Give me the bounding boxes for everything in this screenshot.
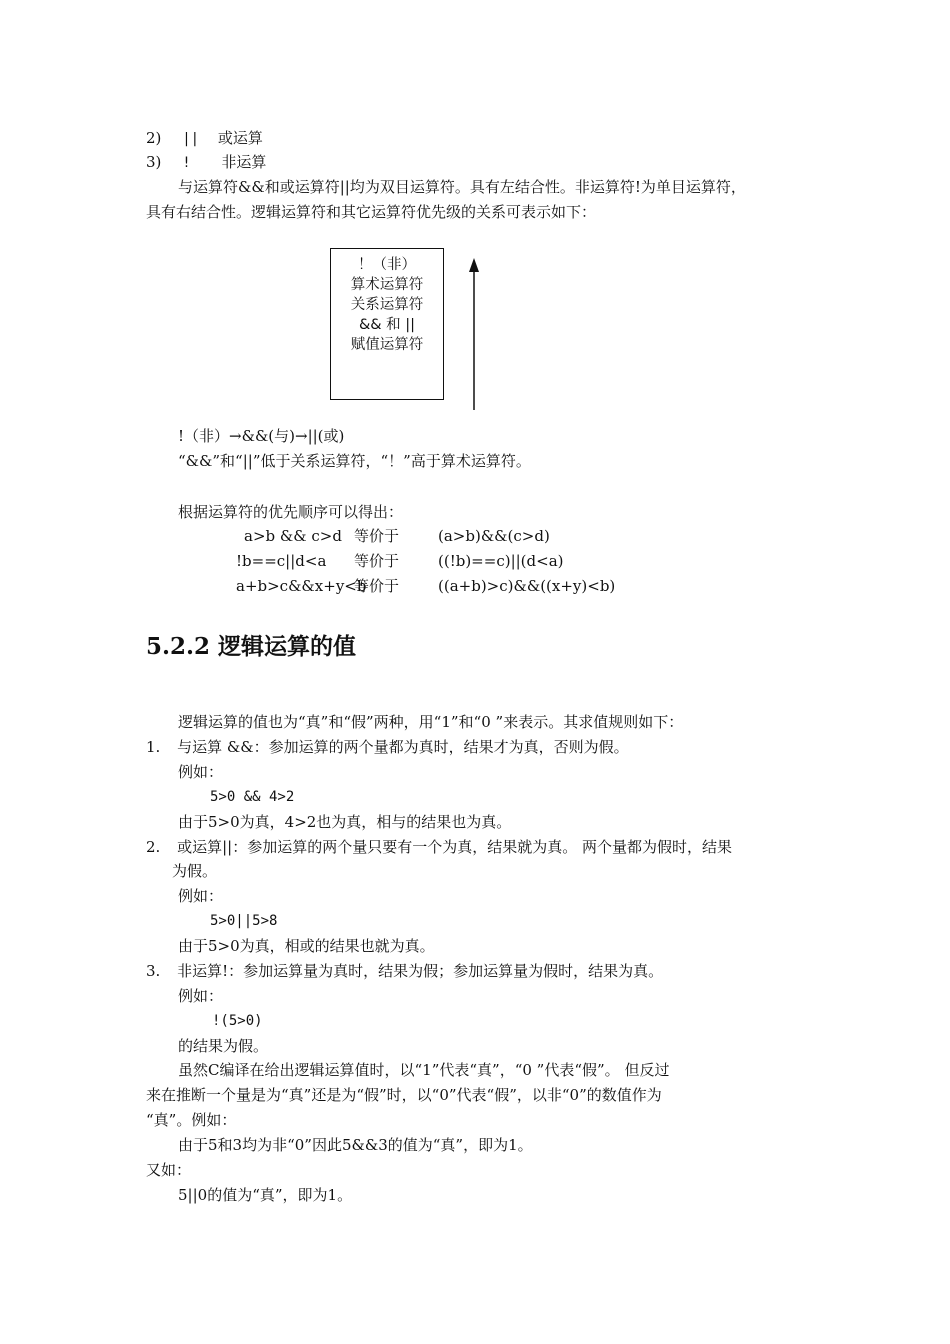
example-label: 例如： [178,887,224,905]
equivalence-result: ((!b)==c)||(d<a) [438,552,564,570]
also-label: 又如： [146,1161,192,1179]
c-note-line-2: 来在推断一个量是为“真”还是为“假”时，以“0”代表“假”，以非“0”的数值作为 [146,1086,662,1104]
equivalence-label: 等价于 [354,527,400,545]
example-expression: 5>0 && 4>2 [210,789,295,805]
equivalence-result: (a>b)&&(c>d) [438,527,550,545]
equivalence-label: 等价于 [354,577,400,595]
precedence-box [330,248,444,400]
rule-text: 非运算!：参加运算量为真时，结果为假；参加运算量为假时，结果为真。 [177,962,664,980]
list-text: 或运算 [217,129,263,147]
example-or: 5||0的值为“真”，即为1。 [178,1186,353,1204]
list-item-3 [146,152,266,173]
equivalence-expr: a>b && c>d [244,527,342,545]
box-line-not: ！（非） [358,257,416,273]
values-intro: 逻辑运算的值也为“真”和“假”两种，用“1”和“0 ”来表示。其求值规则如下： [178,713,684,731]
equivalence-label: 等价于 [354,552,400,570]
rule-text-continued: 为假。 [172,862,218,880]
rule-2 [146,837,732,857]
example-label: 例如： [178,763,224,781]
list-item-2 [146,128,263,149]
c-note-line-3: “真”。例如： [146,1111,237,1129]
c-note-line-1: 虽然C编译在给出逻辑运算值时，以“1”代表“真”，“0 ”代表“假”。 但反过 [178,1061,670,1079]
rule-number: 3. [146,962,161,980]
rule-number: 2. [146,838,161,856]
derive-intro: 根据运算符的优先顺序可以得出： [178,503,404,521]
equivalence-expr: a+b>c&&x+y<b [236,577,367,595]
example-explanation: 的结果为假。 [178,1037,269,1055]
box-line-assignment: 赋值运算符 [350,337,424,353]
example-expression: 5>0||5>8 [210,913,278,929]
box-line-relational: 关系运算符 [350,297,424,313]
list-number: 2) [146,129,162,147]
example-label: 例如： [178,987,224,1005]
rule-1 [146,737,629,757]
operator-symbol: ! [182,155,191,171]
intro-paragraph-line-2: 具有右结合性。逻辑运算符和其它运算符优先级的关系可表示如下： [146,203,597,221]
rule-text: 与运算 &&：参加运算的两个量都为真时，结果才为真，否则为假。 [177,738,629,756]
example-explanation: 由于5>0为真，相或的结果也就为真。 [178,937,435,955]
intro-paragraph-line-1: 与运算符&&和或运算符||均为双目运算符。具有左结合性。非运算符!为单目运算符， [178,178,746,196]
example-and: 由于5和3均为非“0”因此5&&3的值为“真”，即为1。 [178,1136,533,1154]
list-number: 3) [146,153,162,171]
section-title: 5.2.2 逻辑运算的值 [146,633,357,660]
precedence-up-arrow-icon [462,256,486,412]
operator-symbol: || [182,131,200,147]
example-expression: !(5>0) [212,1013,263,1029]
list-text: 非运算 [221,153,267,171]
precedence-line: !（非）→&&(与)→||(或) [178,427,345,445]
rule-number: 1. [146,738,161,756]
precedence-note: “&&”和“||”低于关系运算符，“！”高于算术运算符。 [178,452,531,470]
box-line-arithmetic: 算术运算符 [350,277,424,293]
rule-3 [146,961,663,981]
example-explanation: 由于5>0为真，4>2也为真，相与的结果也为真。 [178,813,512,831]
equivalence-result: ((a+b)>c)&&((x+y)<b) [438,577,616,595]
equivalence-expr: !b==c||d<a [236,552,327,570]
rule-text: 或运算||：参加运算的两个量只要有一个为真，结果就为真。 两个量都为假时，结果 [177,838,732,856]
box-line-and-or: && 和 || [358,317,416,333]
